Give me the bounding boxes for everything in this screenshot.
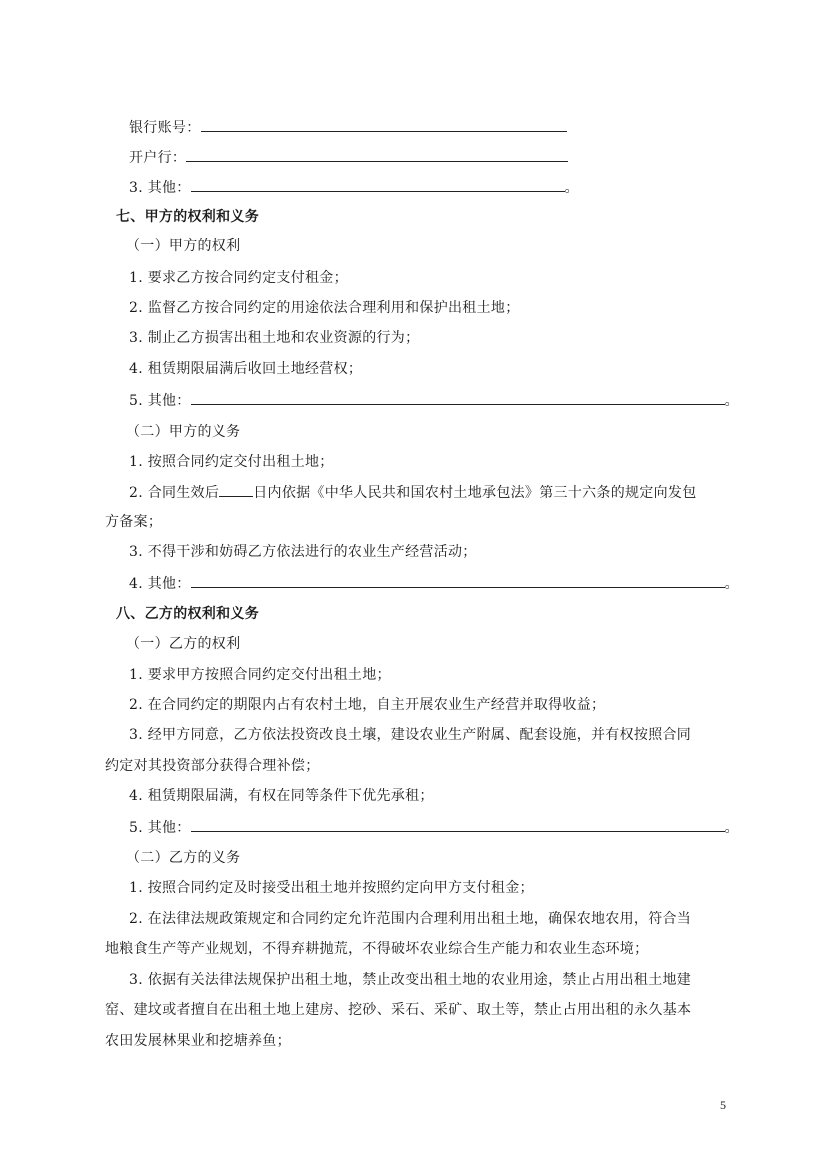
section-8-1-title: （一）乙方的权利 [126,636,241,652]
payment-other-line [129,176,579,198]
section-7-title: 七、甲方的权利和义务 [116,209,259,225]
page-number: 5 [720,1098,726,1112]
party-a-duty-1: 1. 按照合同约定交付出租土地； [129,454,334,470]
party-a-right-4: 4. 租赁期限届满后收回土地经营权； [129,361,363,377]
party-b-right-2: 2. 在合同约定的期限内占有农村土地，自主开展农业生产经营并取得收益； [129,697,606,713]
party-b-duty-2-cont: 地粮食生产等产业规划，不得弃耕抛荒，不得破坏农业综合生产能力和农业生态环境； [105,941,649,957]
party-b-right-5 [129,816,739,838]
party-a-right-2: 2. 监督乙方按合同约定的用途依法合理利用和保护出租土地； [129,300,520,316]
party-b-right-1: 1. 要求甲方按照合同约定交付出租土地； [129,667,391,683]
bank-account-blank[interactable] [201,116,567,132]
bank-branch-line [129,146,568,168]
party-b-right-5-end: 。 [724,820,739,836]
party-a-right-5-blank[interactable] [191,389,725,405]
party-b-duty-3-cont-2: 农田发展林果业和挖塘养鱼； [105,1033,291,1049]
party-b-duty-3: 3. 依据有关法律法规保护出租土地，禁止改变出租土地的农业用途，禁止占用出租土地建 [129,972,692,988]
bank-branch-blank[interactable] [186,146,568,162]
party-b-duty-3-cont-1: 窑、建坟或者擅自在出租土地上建房、挖砂、采石、采矿、取土等，禁止占用出租的永久基本 [105,1002,692,1018]
party-b-duty-2: 2. 在法律法规政策规定和合同约定允许范围内合理利用出租土地，确保农地农用，符合当 [129,911,692,927]
section-8-title: 八、乙方的权利和义务 [116,606,259,622]
section-7-1-title: （一）甲方的权利 [126,238,241,254]
party-a-duty-3: 3. 不得干涉和妨碍乙方依法进行的农业生产经营活动； [129,544,477,560]
party-a-right-5-end: 。 [724,393,739,409]
party-b-right-5-blank[interactable] [191,816,725,832]
party-a-right-3: 3. 制止乙方损害出租土地和农业资源的行为； [129,330,420,346]
party-a-duty-2-text-a: 2. 合同生效后 [129,485,220,501]
party-a-duty-4-label: 4. 其他： [129,576,191,592]
party-b-right-4: 4. 租赁期限届满，有权在同等条件下优先承租； [129,788,434,804]
payment-other-label: 3. 其他： [129,180,191,196]
filing-days-blank[interactable] [219,481,253,497]
party-a-duty-2 [129,481,697,503]
party-a-right-5 [129,389,739,411]
party-a-duty-4 [129,572,739,594]
payment-other-end: 。 [564,180,579,196]
party-a-duty-4-end: 。 [724,576,739,592]
bank-account-line [129,116,567,138]
party-a-duty-4-blank[interactable] [191,572,725,588]
section-7-2-title: （二）甲方的义务 [126,424,241,440]
party-a-duty-2-cont: 方备案； [105,514,163,530]
party-a-duty-2-text-b: 日内依据《中华人民共和国农村土地承包法》第三十六条的规定向发包 [253,485,697,501]
party-b-right-3-cont: 约定对其投资部分获得合理补偿； [105,758,320,774]
bank-branch-label: 开户行： [129,150,187,166]
bank-account-label: 银行账号： [129,120,201,136]
party-a-right-5-label: 5. 其他： [129,393,191,409]
party-b-right-5-label: 5. 其他： [129,820,191,836]
payment-other-blank[interactable] [191,176,565,192]
party-a-right-1: 1. 要求乙方按合同约定支付租金； [129,270,348,286]
section-8-2-title: （二）乙方的义务 [126,850,241,866]
party-b-right-3: 3. 经甲方同意，乙方依法投资改良土壤，建设农业生产附属、配套设施，并有权按照合同 [129,727,692,743]
party-b-duty-1: 1. 按照合同约定及时接受出租土地并按照约定向甲方支付租金； [129,880,534,896]
